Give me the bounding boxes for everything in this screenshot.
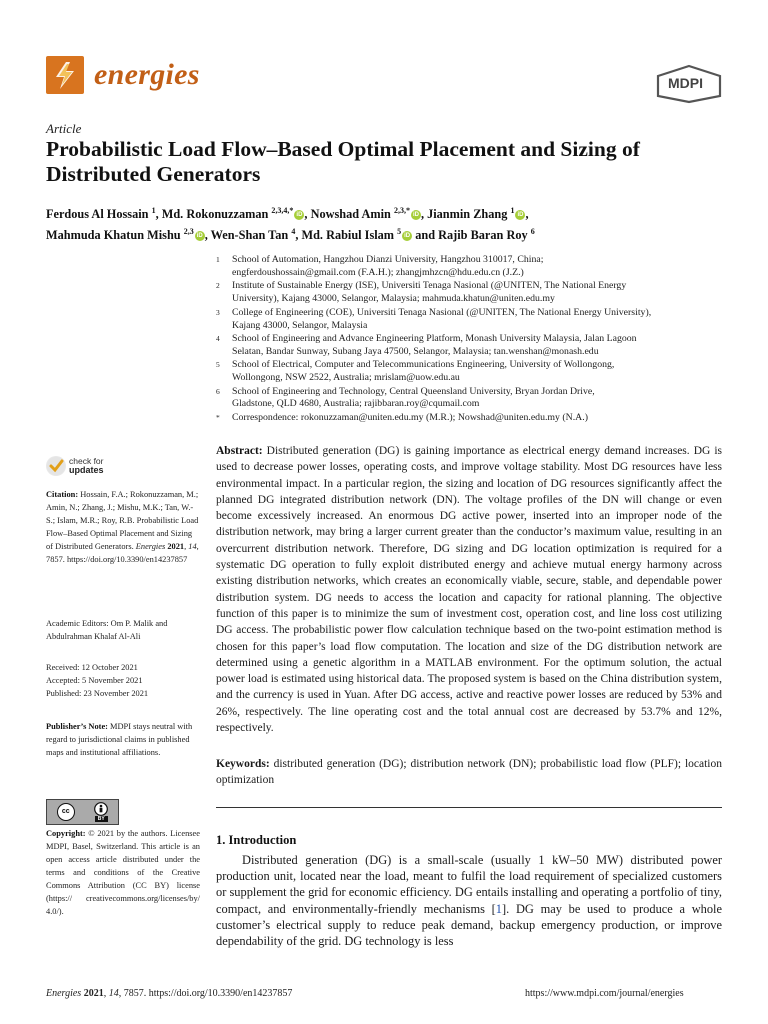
check-updates-top: check for [69,456,104,466]
affiliation-text [232,386,728,412]
author-line [46,202,726,223]
keywords [216,756,722,789]
author-affiliation-mark: 4 [291,227,296,237]
affiliation-line: School of Electrical, Computer and Telecommunications Engineering, University of Wollongong, [232,359,615,371]
author-affiliation-mark: 2,3,4,* [271,206,294,215]
affiliations [216,254,728,425]
author-name[interactable]: Jianmin Zhang [427,207,508,222]
check-updates-button[interactable] [46,456,104,476]
check-updates-icon [46,456,66,476]
publisher-logo[interactable] [654,64,724,109]
affiliation-line: Correspondence: rokonuzzaman@uniten.edu.my (M.R.); Nowshad@uniten.edu.my (N.A.) [232,411,588,423]
affiliation-line: School of Engineering and Technology, Central Queensland University, Bryan Jordan Drive, [232,385,595,397]
affiliation-number: 5 [216,360,220,370]
footer-citation: Energies 2021, 14, 7857. https://doi.org/10.3390/en14237857 [46,988,293,999]
received-date: Received: 12 October 2021 [46,663,138,672]
author-name[interactable]: Md. Rokonuzzaman [161,207,269,222]
copyright-label: Copyright: [46,829,86,838]
orcid-icon[interactable]: iD [412,212,419,219]
author-separator: and [412,228,439,243]
keywords-label: Keywords: [216,758,270,770]
author-affiliation-mark: 5 [397,227,402,237]
orcid-icon[interactable]: iD [404,233,411,240]
author-name[interactable]: Nowshad Amin [310,207,391,222]
publisher-name: MDPI [668,75,703,91]
affiliation-number: 3 [216,307,220,317]
author-name[interactable]: Rajib Baran Roy [438,228,528,243]
citation-journal: Energies [135,542,166,551]
orcid-icon[interactable]: iD [196,233,203,240]
affiliation-line: Gladstone, QLD 4680, Australia; rajibbaran.roy@cqumail.com [232,398,480,410]
affiliation-line: College of Engineering (COE), Universiti Tenaga Nasional (@UNITEN, The National Energy University), [232,306,652,318]
affiliation-number: 4 [216,333,220,343]
affiliation-line: engferdoushossain@gmail.com (F.A.H.); zhangjmhzcn@hdu.edu.cn (J.Z.) [232,266,524,278]
affiliation-line: University), Kajang 43000, Selangor, Malaysia; mahmuda.khatun@uniten.edu.my [232,293,555,305]
introduction-paragraph [216,852,722,949]
author-name[interactable]: Wen-Shan Tan [210,228,289,243]
author-separator: , [525,207,529,222]
author-separator: , [420,207,428,222]
author-affiliation-mark: 1 [510,206,515,215]
abstract [216,443,722,736]
affiliation-line: Institute of Sustainable Energy (ISE), Universiti Tenaga Nasional (@UNITEN, The National Energy [232,280,627,292]
keywords-text: distributed generation (DG); distribution network (DN); probabilistic load flow (PLF); location optimization [216,758,723,787]
affiliation-line: Selatan, Bandar Sunway, Subang Jaya 47500, Selangor, Malaysia; tan.wenshan@monash.edu [232,345,599,357]
author-separator: , [304,207,311,222]
affiliation-text [232,307,728,333]
author-affiliation-mark: 2,3,* [393,206,410,215]
cc-license-badge[interactable] [46,799,119,825]
license-badge-label: BY [95,816,108,822]
affiliation-number: 6 [216,386,220,396]
intro-text-a: Distributed generation (DG) is a small-scale (usually 1 kW–50 MW) distributed power production unit, located near the load, meant to fulfil the load requirement of specialized customers or supplement the grid for economic efficiency. DG entails installing and operating a portfolio of tiny, compact, and environmentally-friendly mechanisms [ [216,853,722,916]
affiliation-line: Kajang 43000, Selangor, Malaysia [232,319,368,331]
affiliation-line: School of Automation, Hangzhou Dianzi University, Hangzhou 310017, China; [232,254,544,265]
affiliation-number: 2 [216,281,220,291]
citation-doi[interactable]: , 7857. https://doi.org/10.3390/en14237857 [46,542,199,564]
affiliation-item [216,386,728,412]
affiliation-number: 1 [216,255,220,264]
affiliation-text [232,359,728,385]
author-affiliation-mark: 6 [530,227,535,237]
author-separator: , [295,228,302,243]
affiliation-item [216,254,728,280]
citation-volume: 14 [188,542,197,551]
affiliation-line: Wollongong, NSW 2522, Australia; mrislam@uow.edu.au [232,372,460,384]
author-affiliation-mark: 2,3 [183,227,194,237]
author-separator: , [155,207,162,222]
publisher-note [46,720,200,759]
abstract-label: Abstract: [216,445,263,457]
lightning-icon [46,56,84,94]
author-line [46,223,726,244]
orcid-icon[interactable]: iD [296,212,303,219]
affiliation-item [216,333,728,359]
affiliation-item [216,307,728,333]
author-name[interactable]: Ferdous Al Hossain [46,207,149,222]
section-divider [216,807,722,808]
citation-label: Citation: [46,490,79,499]
copyright-text: © 2021 by the authors. Licensee MDPI, Basel, Switzerland. This article is an open access article distributed under the terms and conditions of the Creative Commons Attribution (CC BY) license (https:// creativecommons.org/licenses/by/ 4.0/). [46,829,200,916]
accepted-date: Accepted: 5 November 2021 [46,676,143,685]
author-separator: , [204,228,211,243]
reference-link[interactable]: 1 [495,901,502,916]
footer-year: 2021 [83,988,104,999]
publisher-note-text: MDPI stays neutral with regard to jurisdictional claims in published maps and institutional affiliations. [46,722,193,757]
journal-name[interactable]: energies [94,58,200,91]
check-updates-bottom: updates [69,465,104,475]
orcid-icon[interactable]: iD [517,212,524,219]
affiliation-number: * [216,412,220,422]
citation-year: 2021 [167,542,185,551]
abstract-text: Distributed generation (DG) is gaining importance as electrical energy demand increases. DG is used to decrease power losses, operating costs, and improve voltage stability. Most DG resources have less environmental impact. In a particular region, the sizing and location of DG resources significantly affect the planned DG integrated distribution network (DN). The voltage profiles of the DN will change or even become excessively increased. An enormous DG active power, inserted into an improper node of the distribution network, may bring a larger current greater than the conductor’s maximum value, resulting in an overcurrent distribution network. Therefore, DG sizing and DG location optimization is required for a systematic DG operation to fully exploit distributed energy and achieve mutual energy harmony across existing distribution networks, which creates an economically viable, secure, stable, and dependable power distribution system. DG needs to access the location and capacity for rational planning. The objective function of this paper is to minimize the sum of investment cost, operation cost, and line loss cost utilizing DG access. The probabilistic power flow calculation technique based on the two-point estimation method is chosen for this paper’s load flow computation. The location and size of the DG distribution network are determined using a genetic algorithm in a MATLAB environment. For the optimum solution, the actual power load is estimated using historical data. The proposed system is based on the China distribution system, and the currency is used in Yuan. After DG access, active and reactive power losses are reduced by 53% and 26%, respectively. The line operating cost and the total annual cost are decreased by 53.7% and 12%, respectively. [216,445,723,735]
affiliation-item [216,280,728,306]
affiliation-text [232,254,728,280]
dates-block [46,661,200,700]
footer-journal-url[interactable]: https://www.mdpi.com/journal/energies [525,988,684,999]
footer-journal: Energies [46,988,82,999]
cc-icon: cc [57,803,75,821]
attribution-person-icon [94,802,108,816]
affiliation-item [216,412,728,425]
author-name[interactable]: Md. Rabiul Islam [301,228,395,243]
publisher-note-label: Publisher’s Note: [46,722,108,731]
affiliation-text [232,333,728,359]
journal-logo [46,56,84,94]
footer-volume: 14 [108,988,119,999]
section-heading: 1. Introduction [216,833,297,847]
published-date: Published: 23 November 2021 [46,689,149,698]
affiliation-text [232,280,728,306]
citation-text: Hossain, F.A.; Rokonuzzaman, M.; Amin, N.; Zhang, J.; Mishu, M.K.; Tan, W.-S.; Islam, M.R.; Roy, R.B. Probabilistic Load Flow–Based Optimal Placement and Sizing of Distributed Generators. [46,490,199,551]
author-list [46,202,726,244]
affiliation-line: School of Engineering and Advance Engineering Platform, Monash University Malaysia, Jalan Lagoon [232,332,637,344]
affiliation-item [216,359,728,385]
citation-block: Citation: Hossain, F.A.; Rokonuzzaman, M.; Amin, N.; Zhang, J.; Mishu, M.K.; Tan, W.-S.; Islam, M.R.; Roy, R.B. Probabilistic Load Flow–Based Optimal Placement and Sizing of Distributed Generators. Energies 2021, 14, 7857. https://doi.org/10.3390/en14237857 [46,490,199,564]
article-title: Probabilistic Load Flow–Based Optimal Placement and Sizing of Distributed Generators [46,137,640,186]
author-affiliation-mark: 1 [151,206,156,215]
article-type: Article [46,121,82,136]
affiliation-text [232,412,728,425]
footer-doi[interactable]: , 7857. https://doi.org/10.3390/en14237857 [118,988,293,999]
academic-editors: Academic Editors: Om P. Malik and Abdulrahman Khalaf Al-Ali [46,619,168,641]
intro-text-b: ]. DG may be used to produce a whole customer’s electrical supply to reduce peak demand, backup emergency production, or improve dependability of the grid. DG technology is less [216,901,722,949]
author-name[interactable]: Mahmuda Khatun Mishu [46,228,181,243]
copyright-block [46,827,200,918]
